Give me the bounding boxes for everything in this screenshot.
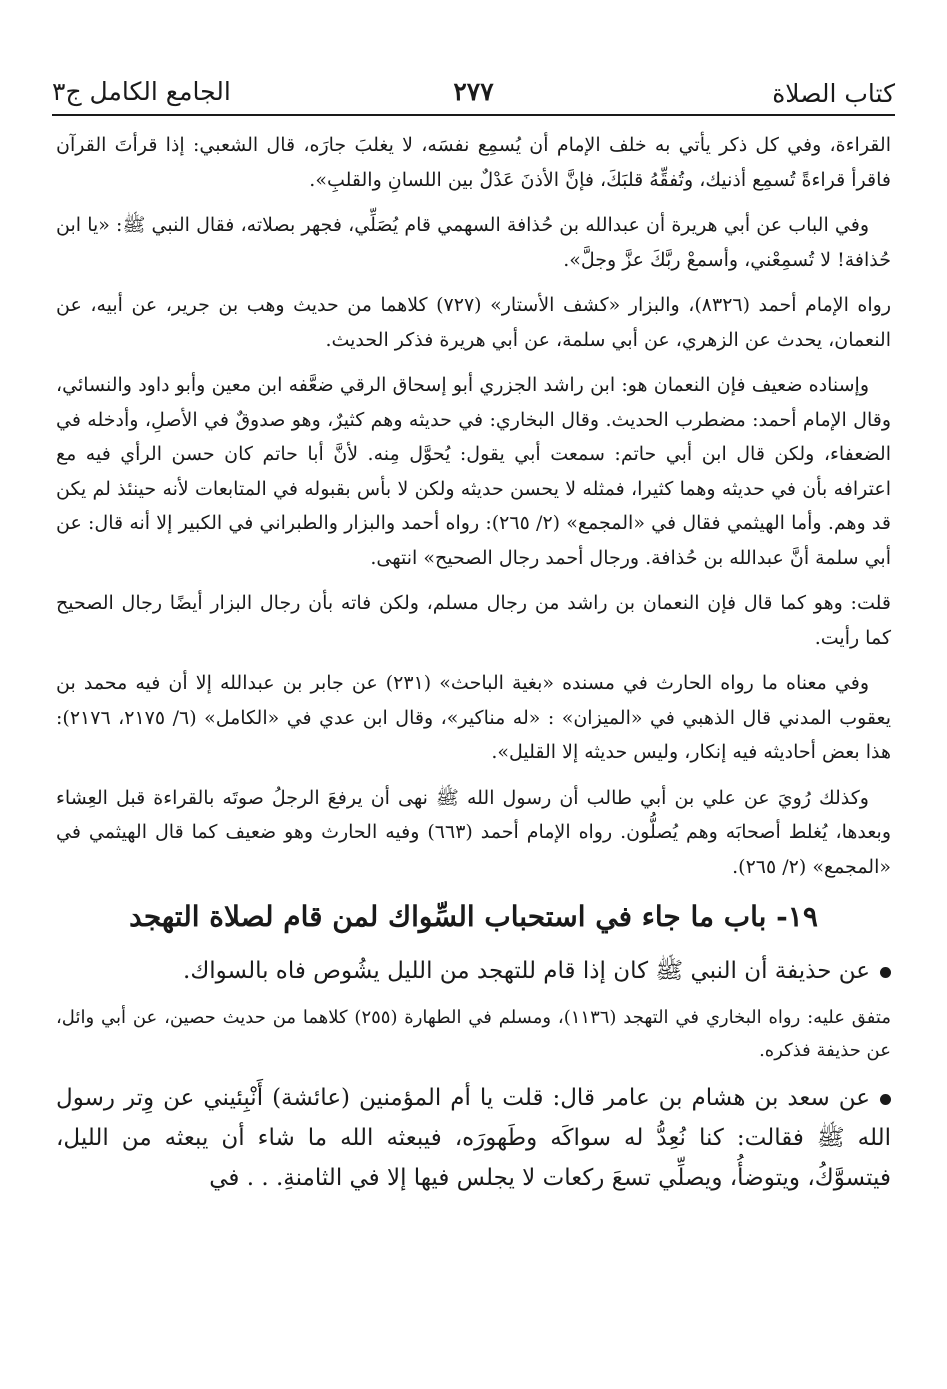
page-header — [52, 62, 895, 116]
hadith-2-text: عن سعد بن هشام بن عامر قال: قلت يا أم المؤمنين (عائشة) أَنْبِئيني عن وِتر رسول الله ﷺ فقالت: كنا نُعِدُّ له سواكَه وطَهورَه، فيبعثه الله ما شاء أن يبعثه من الليل، فيتسوَّكُ، ويتوضأُ، ويصلِّي تسعَ ركعات لا يجلس فيها إلا في الثامنةِ. . . في — [56, 1085, 891, 1191]
bullet-icon — [880, 1094, 891, 1105]
paragraph-6: وفي معناه ما رواه الحارث في مسنده «بغية الباحث» (٢٣١) عن جابر بن عبدالله إلا أن فيه محمد بن يعقوب المدني قال الذهبي في «الميزان» : «له مناكير»، وقال ابن عدي في «الكامل» (٦/ ٢١٧٥، ٢١٧٦): هذا بعض أحاديثه فيه إنكار، وليس حديثه إلا القليل». — [56, 672, 891, 763]
collection-title: الجامع الكامل ج٣ — [52, 77, 231, 106]
paragraph-1: القراءة، وفي كل ذكر يأتي به خلف الإمام أن يُسمِع نفسَه، لا يغلبَ جارَه، قال الشعبي: إذا قرأتَ القرآن فاقرأ قراءةً تُسمِع أذنيك، وتُفقِّهُ قلبَكَ، فإنَّ الأذنَ عَدْلٌ بين اللسانِ والقلبِ». — [56, 134, 891, 191]
paragraph-4: وإسناده ضعيف فإن النعمان هو: ابن راشد الجزري أبو إسحاق الرقي ضعَّفه ابن معين وأبو داود والنسائي، وقال الإمام أحمد: مضطرب الحديث. وقال البخاري: في حديثه وهم كثيرٌ، وهو صدوقٌ في الأصلِ، وأدخله في الضعفاء، ولكن قال ابن أبي حاتم: سمعت أبي يقول: يُحوَّل مِنه. لأنَّ أبا حاتم كان حسن الرأي فيه مع اعترافه بأن في حديثه وهما كثيرا، فمثله لا يحسن حديثه ولكن لا بأس بقبوله في المتابعات لأنه حينئذ لم يكن قد وهم. وأما الهيثمي فقال في «المجمع» (٢/ ٢٦٥): رواه أحمد والبزار والطبراني في الكبير إلا أنه قال: عن أبي سلمة أنَّ عبدالله بن حُذافة. ورجال أحمد رجال الصحيح» انتهى. — [56, 374, 891, 569]
hadith-1-text: عن حذيفة أن النبي ﷺ كان إذا قام للتهجد من الليل يشُوص فاه بالسواك. — [183, 958, 870, 984]
page-number: ٢٧٧ — [453, 77, 494, 106]
paragraph-3: رواه الإمام أحمد (٨٣٢٦)، والبزار «كشف الأستار» (٧٢٧) كلاهما من حديث وهب بن جرير، عن أبيه، عن النعمان، يحدث عن الزهري، عن أبي سلمة، عن أبي هريرة فذكر الحديث. — [56, 294, 891, 351]
paragraph-7: وكذلك رُويَ عن علي بن أبي طالب أن رسول الله ﷺ نهى أن يرفعَ الرجلُ صوتَه بالقراءة قبل العِشاء وبعدها، يُغلط أصحابَه وهم يُصلُّون. رواه الإمام أحمد (٦٦٣) وفيه الحارث وهو ضعيف كما قال الهيثمي في «المجمع» (٢/ ٢٦٥). — [56, 786, 891, 878]
section-heading: ١٩- باب ما جاء في استحباب السِّواك لمن قام لصلاة التهجد — [129, 900, 818, 933]
hadith-2 — [56, 1078, 891, 1198]
takhrij-1: متفق عليه: رواه البخاري في التهجد (١١٣٦)، ومسلم في الطهارة (٢٥٥) كلاهما من حديث حصين، عن أبي وائل، عن حذيفة فذكره. — [56, 1007, 891, 1061]
paragraph-5: قلت: وهو كما قال فإن النعمان بن راشد من رجال مسلم، ولكن فاته بأن رجال البزار أيضًا رجال الصحيح كما رأيت. — [56, 592, 891, 649]
bullet-icon — [880, 967, 891, 978]
page-body — [56, 128, 891, 1208]
hadith-1 — [56, 951, 891, 991]
paragraph-2: وفي الباب عن أبي هريرة أن عبدالله بن حُذافة السهمي قام يُصَلِّي، فجهر بصلاته، فقال النبي ﷺ: «يا ابن حُذافة! لا تُسمِعْني، وأسمعْ ربَّكَ عزَّ وجلَّ». — [56, 214, 891, 271]
book-title: كتاب الصلاة — [772, 79, 895, 108]
